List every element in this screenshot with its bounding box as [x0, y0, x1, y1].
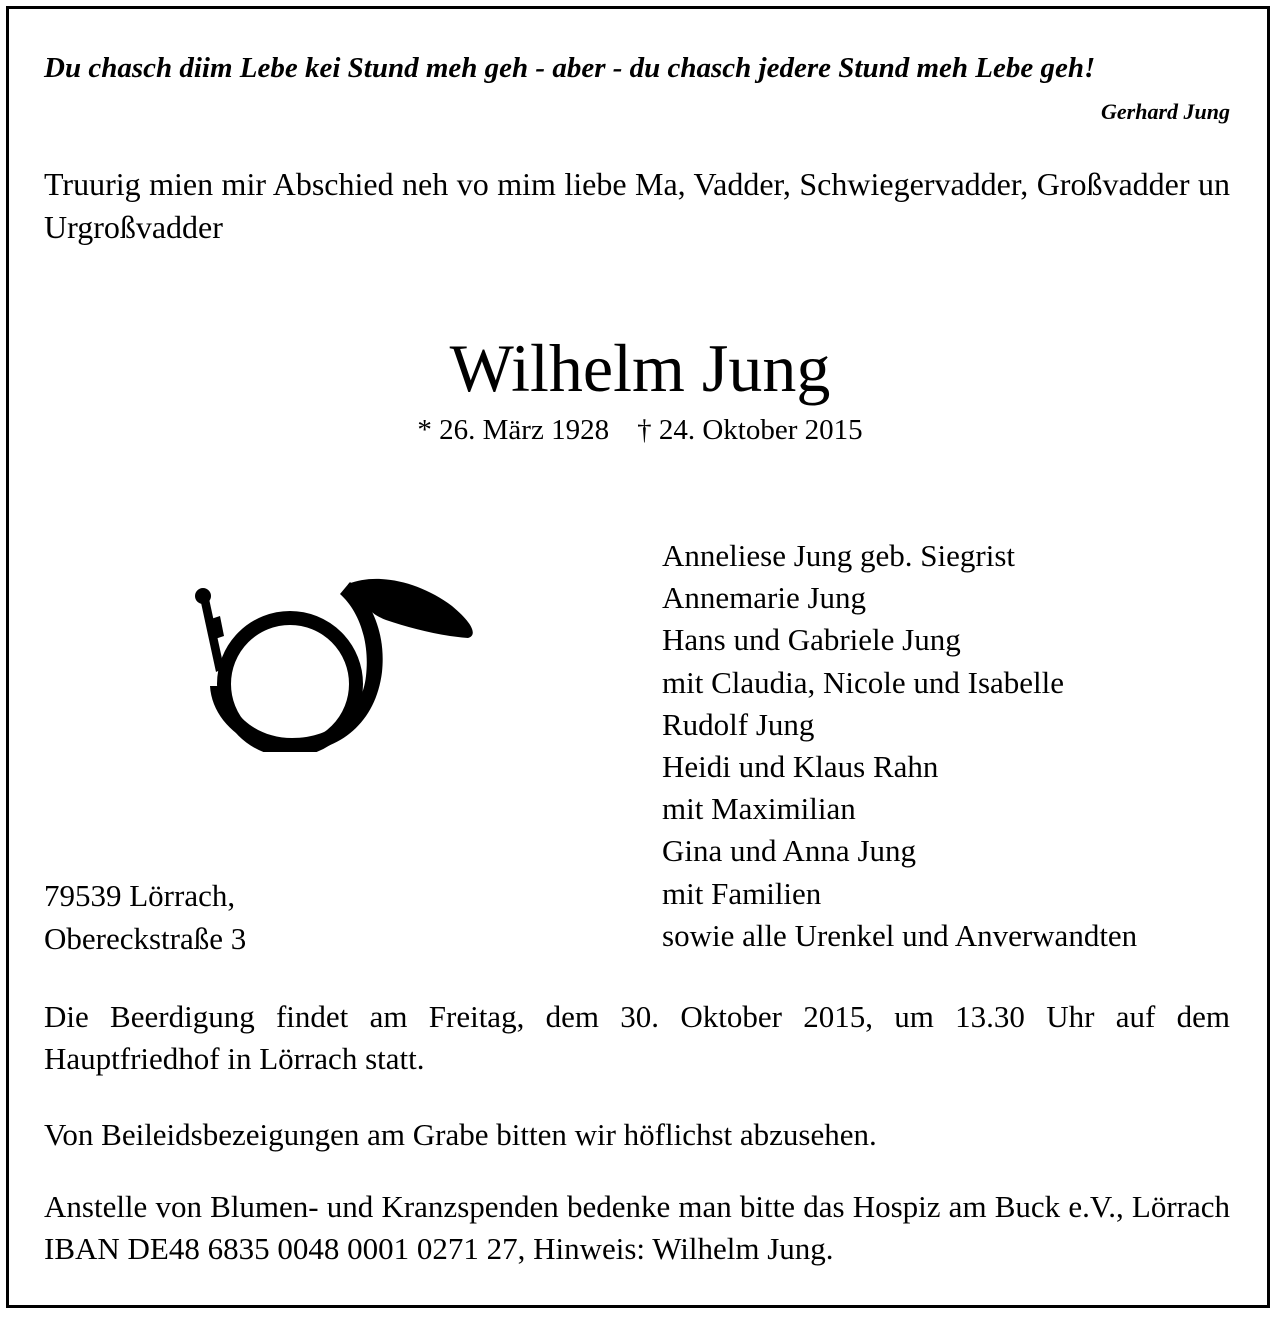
mourners-list [662, 535, 1137, 957]
deceased-name: Wilhelm Jung [449, 330, 831, 406]
mourner-line: Rudolf Jung [662, 706, 815, 742]
condolence-notice: Von Beileidsbezeigungen am Grabe bitten wir höflichst abzusehen. [44, 1117, 877, 1152]
funeral-notice: Die Beerdigung findet am Freitag, dem 30. Oktober 2015, um 13.30 Uhr auf dem Hauptfriedhof in Lörrach statt. [44, 999, 1230, 1076]
mourner-line: Annemarie Jung [662, 580, 867, 616]
intro-text: Truurig mien mir Abschied neh vo mim liebe Ma, Vadder, Schwiegervadder, Großvadder un Urgroßvadder [44, 166, 1230, 245]
address-street: Obereckstraße 3 [44, 921, 247, 956]
donation-notice: Anstelle von Blumen- und Kranzspenden bedenke man bitte das Hospiz am Buck e.V., Lörrach IBAN DE48 6835 0048 0001 0271 27, Hinweis: Wilhelm Jung. [44, 1189, 1230, 1266]
mourner-line: mit Maximilian [662, 791, 856, 827]
address-city: 79539 Lörrach, [44, 878, 236, 913]
posthorn-icon [190, 576, 474, 752]
mourner-line: sowie alle Urenkel und Anverwandten [662, 917, 1138, 953]
mourner-line: mit Familien [662, 875, 822, 911]
mourner-line: Gina und Anna Jung [662, 833, 917, 869]
death-date: † 24. Oktober 2015 [637, 414, 863, 446]
address-block [44, 874, 246, 960]
motto-quote: Du chasch diim Lebe kei Stund meh geh - aber - du chasch jedere Stund meh Lebe geh! [44, 52, 1096, 84]
mourner-line: Hans und Gabriele Jung [662, 622, 961, 658]
mourner-line: Heidi und Klaus Rahn [662, 749, 939, 785]
mourner-line: Anneliese Jung geb. Siegrist [662, 538, 1016, 573]
mourner-line: mit Claudia, Nicole und Isabelle [662, 664, 1065, 700]
birth-date: * 26. März 1928 [417, 414, 610, 446]
motto-author: Gerhard Jung [1101, 99, 1230, 124]
life-dates [0, 414, 1280, 447]
